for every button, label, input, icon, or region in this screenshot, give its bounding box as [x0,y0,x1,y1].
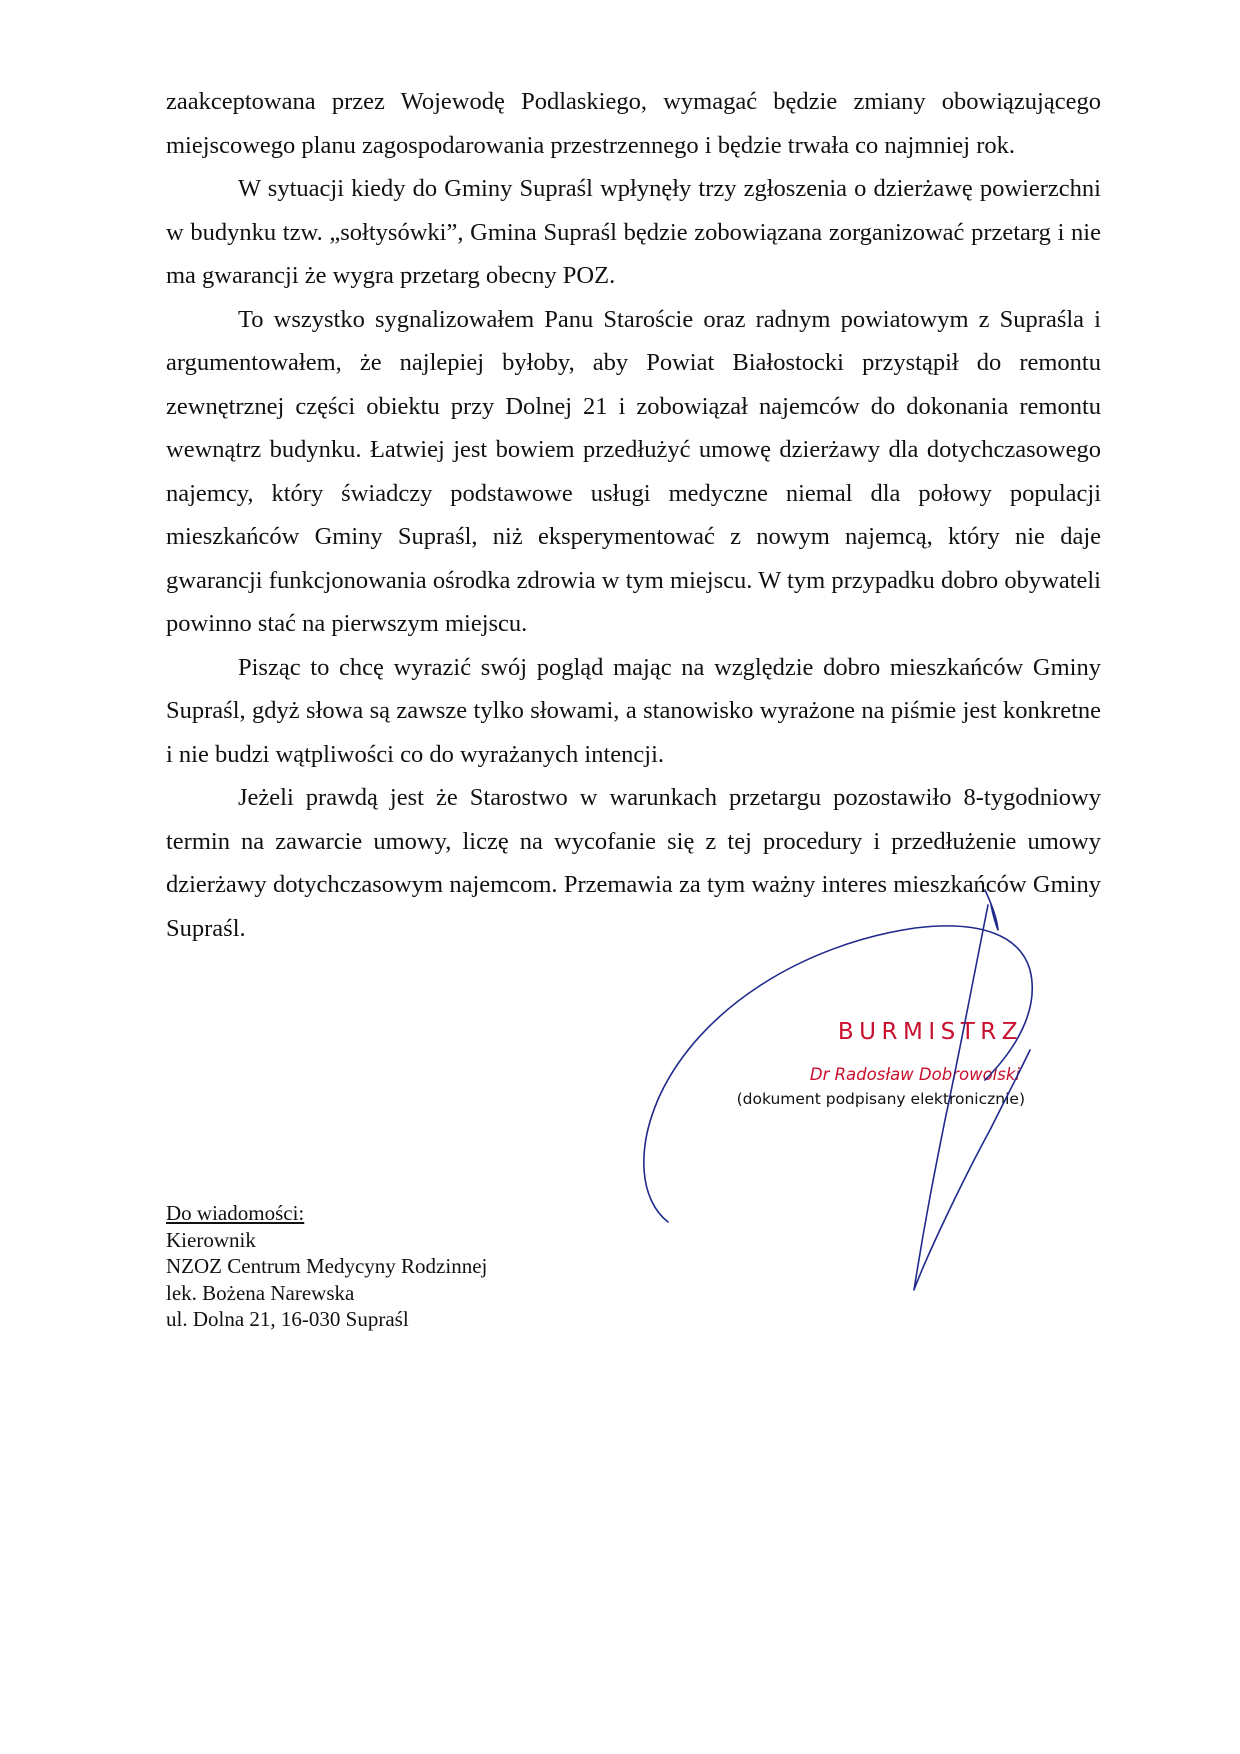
paragraph-5: Jeżeli prawdą jest że Starostwo w warunkach przetargu pozostawiło 8-tygodniowy termin na zawarcie umowy, liczę na wycofanie się z tej procedury i przedłużenie umowy dzierżawy dotychczasowym najemcom. Przemawia za tym ważny interes mieszkańców Gminy Supraśl. [166,784,1101,942]
paragraph-1: zaakceptowana przez Wojewodę Podlaskiego, wymagać będzie zmiany obowiązującego miejscowego planu zagospodarowania przestrzennego i będzie trwała co najmniej rok. [166,88,1101,159]
recipients-heading: Do wiadomości: [166,1201,305,1225]
recipient-line: ul. Dolna 21, 16-030 Supraśl [166,1307,409,1331]
recipient-line: NZOZ Centrum Medycyny Rodzinnej [166,1254,488,1278]
signatory-name: Dr Radosław Dobrowolski [809,1065,1020,1084]
paragraph-2: W sytuacji kiedy do Gminy Supraśl wpłynęły trzy zgłoszenia o dzierżawę powierzchni w budynku tzw. „sołtysówki”, Gmina Supraśl będzie zobowiązana zorganizować przetarg i nie ma gwarancji że wygra przetarg obecny POZ. [166,175,1101,289]
electronic-signature-note: (dokument podpisany elektronicznie) [736,1090,1025,1108]
signature-block [720,1015,1025,1111]
paragraph-4: Pisząc to chcę wyrazić swój pogląd mając na względzie dobro mieszkańców Gminy Supraśl, gdyż słowa są zawsze tylko słowami, a stanowisko wyrażone na piśmie jest konkretne i nie budzi wątpliwości co do wyrażanych intencji. [166,653,1101,768]
signatory-title: BURMISTRZ [837,1019,1023,1045]
recipient-line: Kierownik [166,1227,256,1252]
recipients-block [166,1200,487,1333]
paragraph-3: To wszystko sygnalizowałem Panu Staroście oraz radnym powiatowym z Supraśla i argumentowałem, że najlepiej byłoby, aby Powiat Białostocki przystąpił do remontu zewnętrznej części obiektu przy Dolnej 21 i zobowiązał najemców do dokonania remontu wewnątrz budynku. Łatwiej jest bowiem przedłużyć umowę dzierżawy dla dotychczasowego najemcy, który świadczy podstawowe usługi medyczne niemal dla połowy populacji mieszkańców Gminy Supraśl, niż eksperymentować z nowym najemcą, który nie daje gwarancji funkcjonowania ośrodka zdrowia w tym miejscu. W tym przypadku dobro obywateli powinno stać na pierwszym miejscu. [166,305,1101,637]
recipient-line: lek. Bożena Narewska [166,1280,355,1305]
letter-body [166,80,1101,950]
